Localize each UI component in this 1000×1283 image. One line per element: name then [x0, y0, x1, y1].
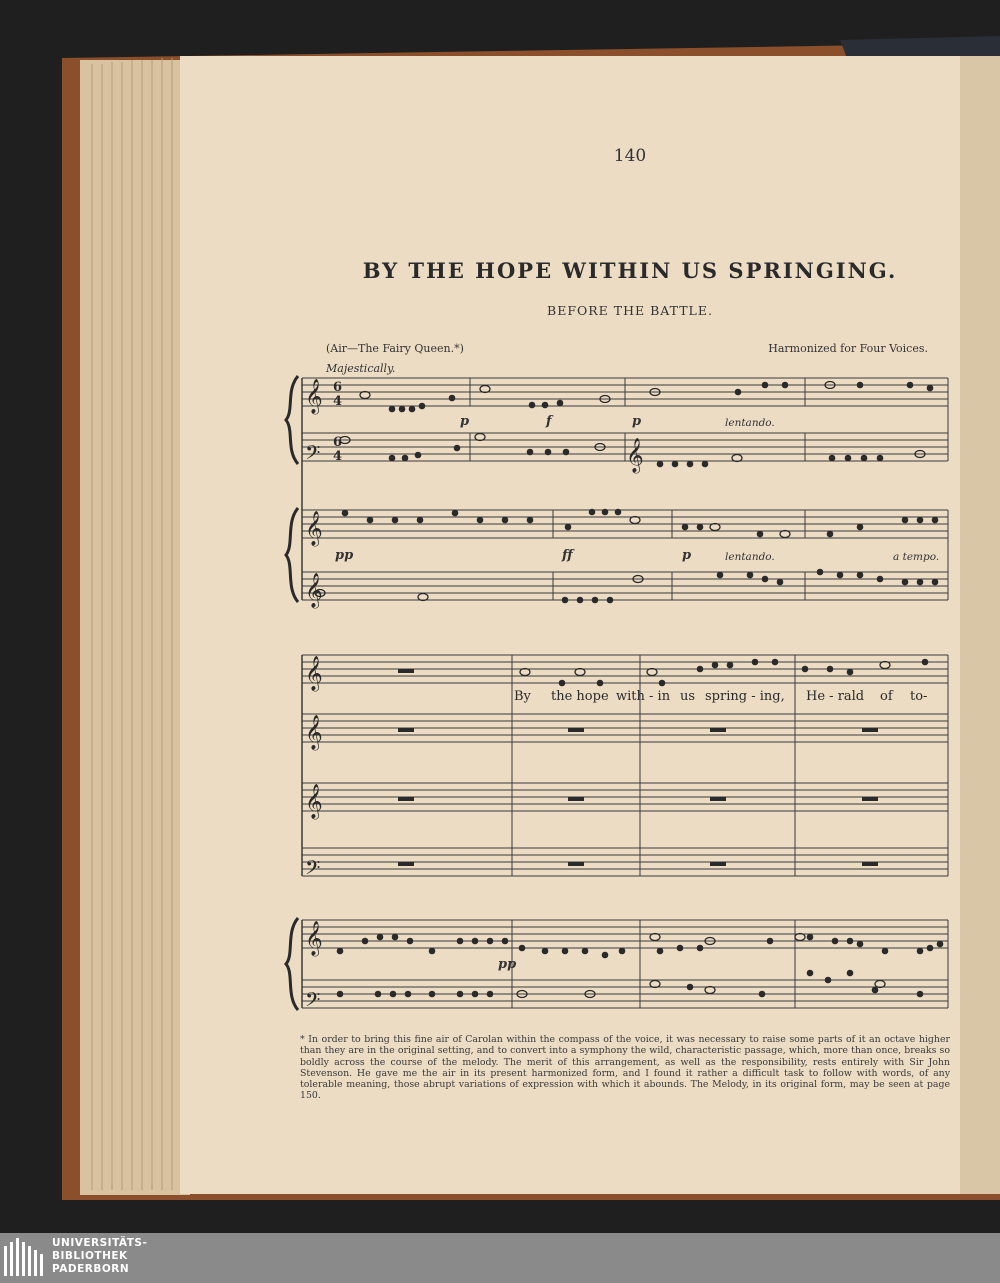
dynamic-p-1: p: [460, 414, 470, 429]
air-note: (Air—The Fairy Queen.*): [326, 342, 464, 355]
a-tempo: a tempo.: [893, 551, 940, 563]
lentando-2: lentando.: [725, 551, 775, 563]
svg-text:𝄢: 𝄢: [305, 441, 321, 469]
lyric-7: of: [880, 689, 893, 704]
lyric-6: He - rald: [806, 689, 865, 704]
lyric-4: us: [680, 689, 696, 704]
svg-text:𝄢: 𝄢: [305, 856, 321, 884]
harmonized-note: Harmonized for Four Voices.: [768, 342, 928, 355]
library-logo-bar: [0, 1233, 1000, 1283]
svg-text:𝄞: 𝄞: [305, 511, 323, 546]
lentando-1: lentando.: [725, 417, 775, 429]
library-line-2: BIBLIOTHEK: [52, 1250, 128, 1262]
svg-text:𝄞: 𝄞: [305, 656, 323, 691]
dynamic-ff: ff: [562, 548, 573, 563]
dynamic-p-3: p: [682, 548, 692, 563]
library-line-1: UNIVERSITÄTS-: [52, 1237, 148, 1249]
lyric-2: the hope: [551, 689, 609, 704]
svg-text:6: 6: [333, 435, 343, 450]
svg-text:𝄞: 𝄞: [305, 715, 323, 750]
svg-text:6: 6: [333, 380, 343, 395]
lyric-5: spring - ing,: [705, 689, 785, 704]
library-logo-icon: [4, 1238, 46, 1278]
song-title: BY THE HOPE WITHIN US SPRINGING.: [362, 258, 898, 283]
svg-text:𝄞: 𝄞: [305, 379, 323, 414]
svg-text:𝄞: 𝄞: [305, 921, 323, 956]
svg-text:4: 4: [333, 394, 343, 409]
footnote-text: * In order to bring this fine air of Carolan within the compass of the voice, it was necessary to raise some parts of it an octave higher than they are in the original setting, and to convert into a symphony the wild, characteristic passage, which, more than once, breaks so boldly across the course of the melody. The merit of this arrangement, as well as the responsibility, rests entirely with Sir John Stevenson. He gave me the air in its present harmonized form, and I found it rather a difficult task to follow with words, of any tolerable meaning, those abrupt variations of expression with which it abounds. The Melody, in its original form, may be seen at page 150.: [300, 1034, 950, 1102]
lyric-8: to-: [910, 689, 928, 704]
library-line-3: PADERBORN: [52, 1263, 130, 1275]
tempo-marking: Majestically.: [326, 362, 396, 375]
svg-text:4: 4: [333, 449, 343, 464]
dynamic-pp-1: pp: [335, 548, 354, 563]
dynamic-f-1: f: [546, 414, 552, 429]
lyric-1: By: [514, 689, 531, 704]
svg-text:𝄢: 𝄢: [305, 988, 321, 1016]
song-subtitle: BEFORE THE BATTLE.: [547, 303, 713, 318]
footnote: [300, 1034, 950, 1102]
page-number: 140: [613, 146, 647, 166]
library-name: [52, 1237, 147, 1276]
dynamic-pp-2: pp: [498, 957, 517, 972]
svg-text:𝄞: 𝄞: [305, 573, 323, 608]
svg-text:𝄞: 𝄞: [305, 784, 323, 819]
svg-text:𝄞: 𝄞: [626, 438, 644, 473]
lyric-3: with - in: [616, 689, 671, 704]
dynamic-p-2: p: [632, 414, 642, 429]
